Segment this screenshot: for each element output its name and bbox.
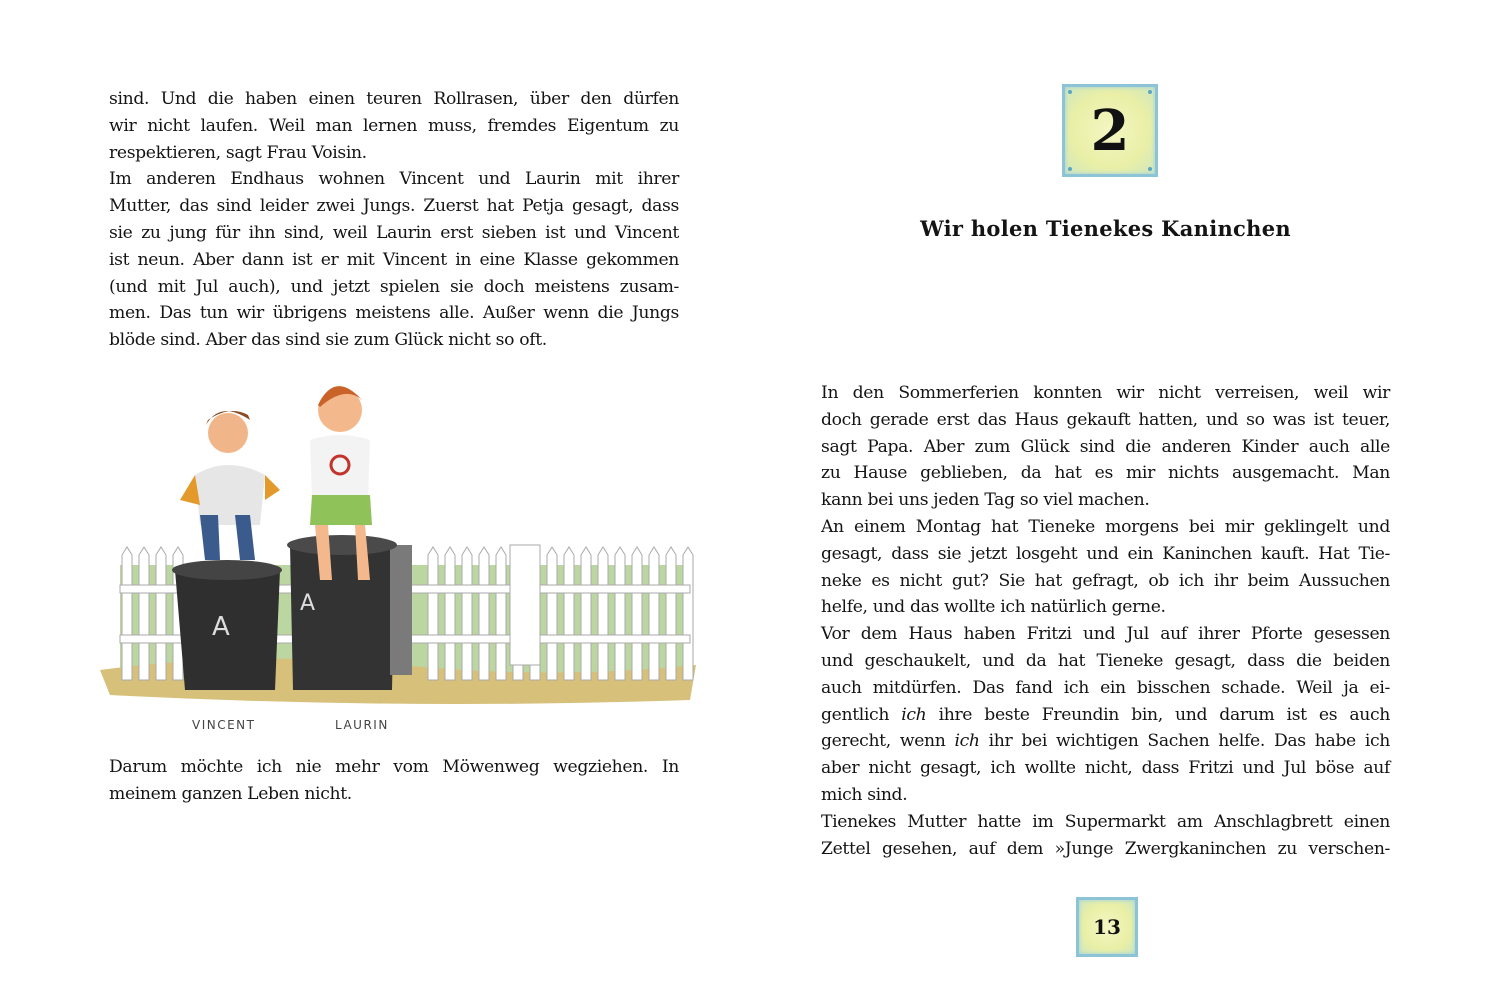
text-segment: ihr bei wichtigen Sachen helfe. Das habe ich: [979, 731, 1391, 752]
left-page-text-bottom: [109, 754, 679, 808]
fence-picket: [445, 547, 455, 680]
text-line: Darum möchte ich nie mehr vom Möwenweg wegziehen. In: [109, 757, 679, 777]
fence-picket: [649, 547, 659, 680]
fence-picket: [598, 547, 608, 680]
text-line: neke es nicht gut? Sie hat gefragt, ob ich ihr beim Aussuchen: [821, 570, 1390, 591]
fence-picket: [632, 547, 642, 680]
text-line: sagt Papa. Aber zum Glück sind die anderen Kinder auch alle: [821, 436, 1390, 457]
text-line: sie zu jung für ihn sind, weil Laurin erst sieben ist und Vincent: [109, 222, 679, 243]
text-line: doch gerade erst das Haus gekauft hatten, und so was ist teuer,: [821, 409, 1390, 430]
text-line: ist neun. Aber dann ist er mit Vincent in eine Klasse gekommen: [109, 249, 679, 270]
chapter-title: Wir holen Tienekes Kaninchen: [920, 216, 1291, 241]
text-line: helfe, und das wollte ich natürlich gerne.: [821, 597, 1166, 618]
text-line: mich sind.: [821, 784, 908, 805]
fence-picket: [462, 547, 472, 680]
fence-picket: [139, 547, 149, 680]
svg-text:A: A: [300, 591, 316, 616]
text-line: Im anderen Endhaus wohnen Vincent und Laurin mit ihrer: [109, 169, 679, 190]
text-line: kann bei uns jeden Tag so viel machen.: [821, 490, 1150, 511]
italic-emphasis: ich: [954, 731, 980, 752]
text-line: respektieren, sagt Frau Voisin.: [109, 142, 367, 163]
text-line: und geschaukelt, und da hat Tieneke gesagt, dass die beiden: [821, 650, 1390, 671]
text-segment: ihre beste Freundin bin, und darum ist es auch: [926, 704, 1390, 725]
fence-picket: [581, 547, 591, 680]
text-line: (und mit Jul auch), und jetzt spielen sie doch meistens zusam-: [109, 276, 679, 297]
text-line: [821, 702, 1390, 729]
text-segment: gerecht, wenn: [821, 731, 955, 752]
fence-picket: [479, 547, 489, 680]
caption-laurin: LAURIN: [335, 718, 389, 732]
text-line: [821, 728, 1390, 755]
fence-picket: [496, 547, 506, 680]
fence-picket: [156, 547, 166, 680]
fence-picket: [666, 547, 676, 680]
text-line: Mutter, das sind leider zwei Jungs. Zuerst hat Petja gesagt, dass: [109, 196, 679, 217]
page-number: 13: [1093, 915, 1121, 939]
chapter-number-tile: [1062, 84, 1158, 177]
text-line: zu Hause geblieben, da hat es mir nichts ausgemacht. Man: [821, 463, 1390, 484]
fence-picket: [683, 547, 693, 680]
svg-text:A: A: [212, 612, 230, 642]
chapter-number: 2: [1090, 97, 1130, 164]
text-line: wir nicht laufen. Weil man lernen muss, fremdes Eigentum zu: [109, 115, 679, 136]
text-line: An einem Montag hat Tieneke morgens bei mir geklingelt und: [821, 516, 1390, 537]
text-segment: gentlich: [821, 704, 902, 725]
illustration-boys-on-bins: [100, 365, 696, 737]
text-line: gesagt, dass sie jetzt losgeht und ein Kaninchen kauft. Hat Tie-: [821, 543, 1390, 564]
text-line: aber nicht gesagt, ich wollte nicht, dass Fritzi und Jul böse auf: [821, 758, 1390, 779]
text-line: meinem ganzen Leben nicht.: [109, 783, 352, 804]
text-line: Vor dem Haus haben Fritzi und Jul auf ihrer Pforte gesessen: [821, 624, 1390, 645]
fence-picket: [428, 547, 438, 680]
text-line: In den Sommerferien konnten wir nicht verreisen, weil wir: [821, 383, 1390, 403]
fence-picket: [564, 547, 574, 680]
text-line: men. Das tun wir übrigens meistens alle. Außer wenn die Jungs: [109, 303, 679, 324]
fence-picket: [122, 547, 132, 680]
text-line: Tienekes Mutter hatte im Supermarkt am Anschlagbrett einen: [821, 811, 1390, 832]
text-line: auch mitdürfen. Das fand ich ein bisschen schade. Weil ja ei-: [821, 677, 1390, 698]
page-number-tile: [1076, 897, 1138, 957]
text-line: blöde sind. Aber das sind sie zum Glück nicht so oft.: [109, 330, 547, 351]
text-line: sind. Und die haben einen teuren Rollrasen, über den dürfen: [109, 89, 679, 109]
text-line: Zettel gesehen, auf dem »Junge Zwergkaninchen zu verschen-: [821, 838, 1390, 859]
left-page-text-top: [109, 86, 679, 354]
caption-vincent: VINCENT: [192, 718, 256, 732]
fence-picket: [615, 547, 625, 680]
italic-emphasis: ich: [901, 704, 927, 725]
fence-picket: [547, 547, 557, 680]
right-page-text: [821, 380, 1390, 862]
